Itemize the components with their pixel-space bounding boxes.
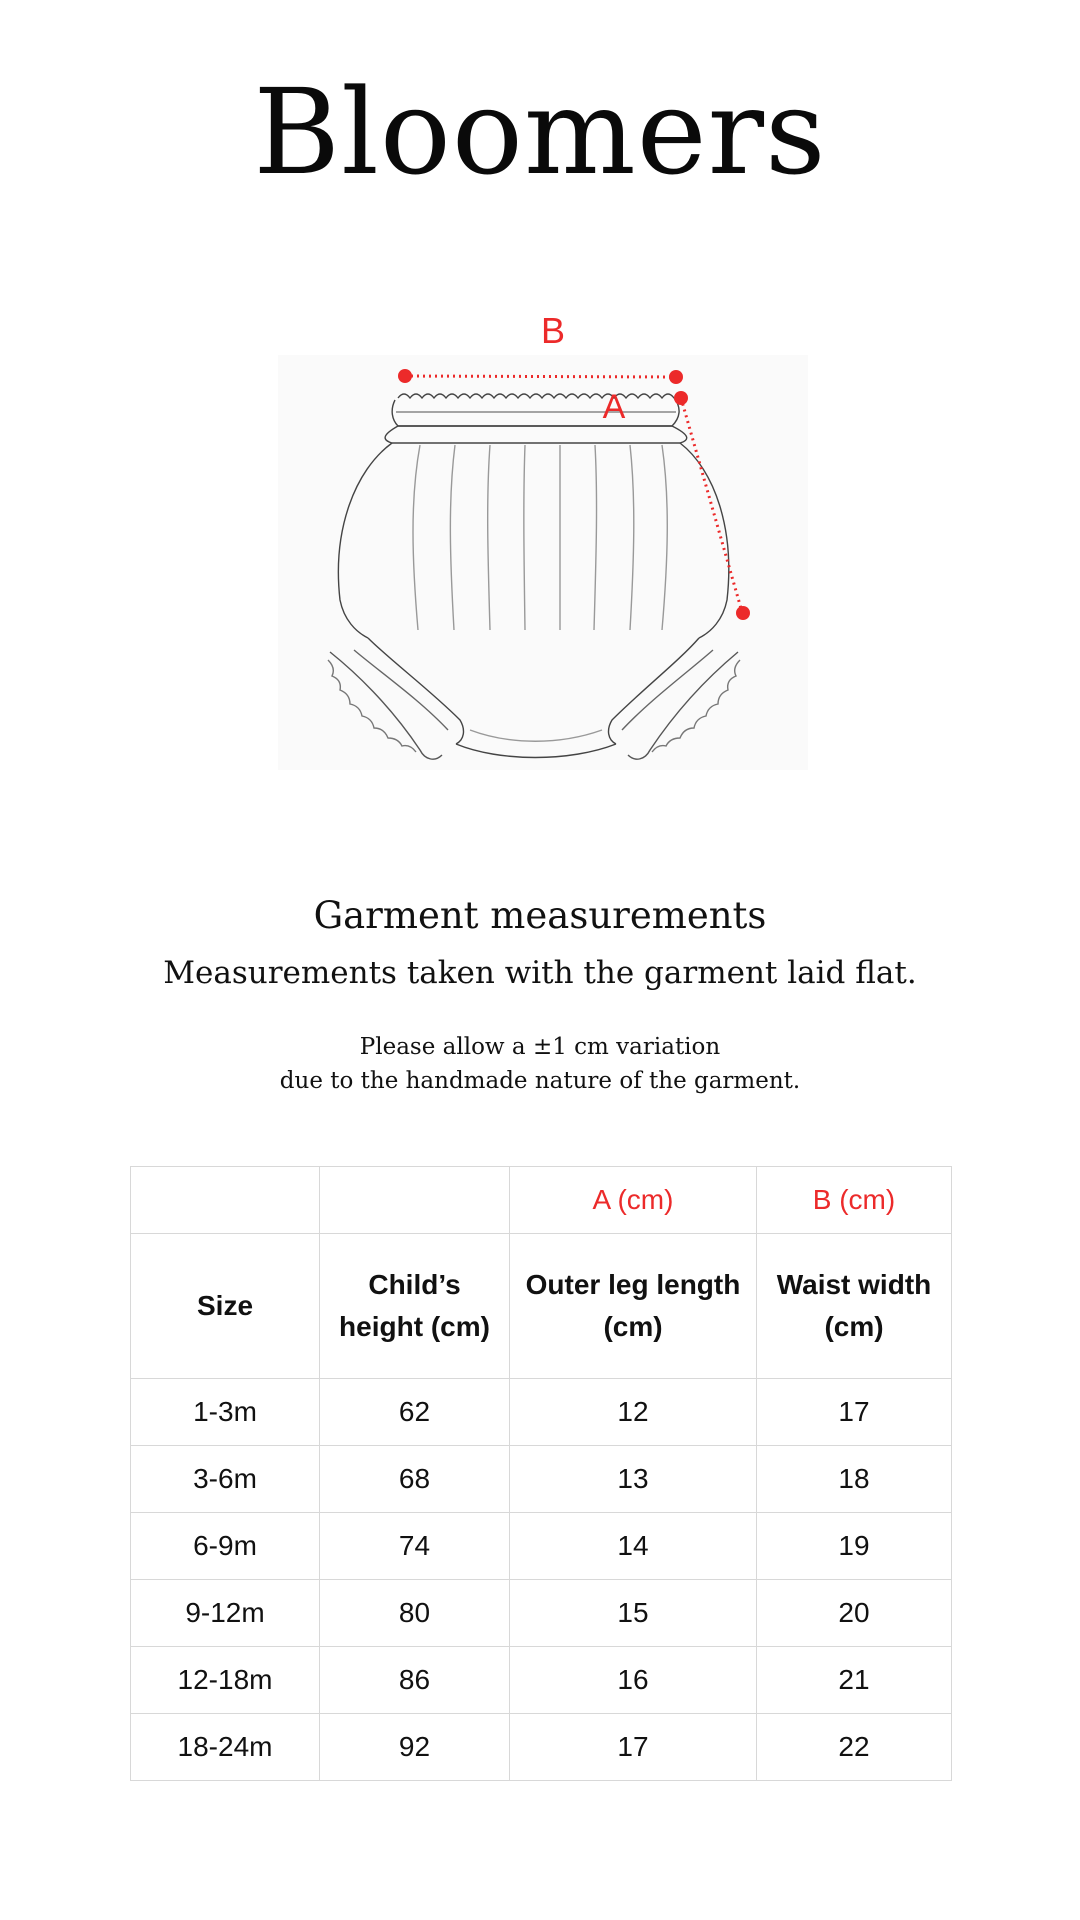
label-a: A [602,388,626,426]
header-size: Size [131,1234,320,1379]
cell-outer-leg: 13 [510,1446,757,1513]
size-table [130,1166,952,1781]
cell-height: 80 [320,1580,510,1647]
key-cell [131,1167,320,1234]
measurement-key-row [131,1167,952,1234]
cell-outer-leg: 12 [510,1379,757,1446]
cell-height: 86 [320,1647,510,1714]
table-row [131,1379,952,1446]
cell-size: 12-18m [131,1647,320,1714]
cell-size: 9-12m [131,1580,320,1647]
cell-size: 3-6m [131,1446,320,1513]
header-height: Child’s height (cm) [320,1234,510,1379]
bloomers-illustration [270,300,810,780]
cell-size: 18-24m [131,1714,320,1781]
table-row [131,1513,952,1580]
cell-outer-leg: 14 [510,1513,757,1580]
header-waist: Waist width (cm) [757,1234,952,1379]
measure-point-a-end [736,606,750,620]
variation-note-line1: Please allow a ±1 cm variation [359,1034,721,1060]
cell-waist: 17 [757,1379,952,1446]
cell-waist: 22 [757,1714,952,1781]
cell-waist: 21 [757,1647,952,1714]
header-row [131,1234,952,1379]
label-b: B [540,310,566,351]
cell-height: 68 [320,1446,510,1513]
table-row [131,1647,952,1714]
cell-waist: 20 [757,1580,952,1647]
measure-point-a-start [674,391,688,405]
variation-note-line2: due to the handmade nature of the garment. [279,1068,801,1094]
cell-waist: 19 [757,1513,952,1580]
cell-height: 92 [320,1714,510,1781]
measurements-heading: Garment measurements [313,894,767,937]
cell-height: 62 [320,1379,510,1446]
measure-point-b-start [398,369,412,383]
cell-height: 74 [320,1513,510,1580]
cell-outer-leg: 17 [510,1714,757,1781]
cell-size: 1-3m [131,1379,320,1446]
cell-waist: 18 [757,1446,952,1513]
page-title: Bloomers [253,63,827,201]
measurements-subheading: Measurements taken with the garment laid flat. [163,955,917,991]
table-row [131,1446,952,1513]
table-row [131,1714,952,1781]
table-row [131,1580,952,1647]
key-cell-b: B (cm) [757,1167,952,1234]
measure-point-b-end [669,370,683,384]
cell-outer-leg: 16 [510,1647,757,1714]
cell-size: 6-9m [131,1513,320,1580]
variation-note [0,1030,1080,1098]
key-cell [320,1167,510,1234]
header-outer-leg: Outer leg length (cm) [510,1234,757,1379]
key-cell-a: A (cm) [510,1167,757,1234]
cell-outer-leg: 15 [510,1580,757,1647]
